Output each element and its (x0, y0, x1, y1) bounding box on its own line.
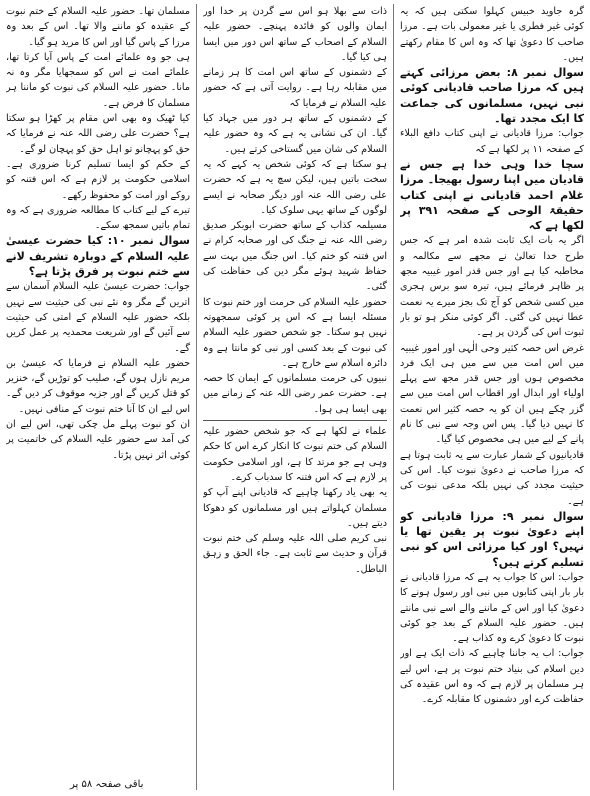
answer-paragraph: جواب: مرزا قادیانی نے اپنی کتاب دافع البلاء کے صفحہ ۱۱ پر لکھا ہے کہ (400, 128, 584, 155)
paragraph: کیا ٹھیک وہ بھی اس مقام پر کھڑا ہو سکتا ہے؟ حضرت علی رضی اللہ عنہ نے فرمایا کہ حق کو پہچانو تو اہل حق کو پہچان لو گے۔ (6, 113, 190, 155)
paragraph: ان کو نبوت پہلے مل چکی تھی، اس لیے ان کی آمد سے حضور علیہ السلام کی خاتمیت پر کوئی اثر نہیں پڑتا۔ (6, 419, 190, 461)
paragraph: اگر یہ بات ایک ثابت شدہ امر ہے کہ جس طرح خدا تعالیٰ نے مجھے سے مکالمہ و مخاطبہ کیا ہے اور جس قدر امور غیبیہ مجھ پر ظاہر فرمائے ہیں، تیرہ سو برس ہجری میں کسی شخص کو آج تک بجز میرے یہ نعمت عطا نہیں کی گئی۔ اگر کوئی منکر ہو تو بار ثبوت اس کی گردن پر ہے۔ (400, 235, 584, 339)
continuation-note: باقی صفحہ ۵۸ پر (70, 779, 144, 790)
paragraph: علماء نے لکھا ہے کہ جو شخص حضور علیہ السلام کی ختم نبوت کا انکار کرے اس کا حکم وہی ہے جو مرتد کا ہے، اور اسلامی حکومت پر لازم ہے کہ اس فتنہ کا سدباب کرے۔ (203, 426, 387, 483)
paragraph: غرض اس حصہ کثیر وحی الٰہی اور امور غیبیہ میں اس امت میں سے میں ہی ایک فرد مخصوص ہوں اور جس قدر مجھ سے پہلے اولیاء اور ابدال اور اقطاب اس امت میں سے گزر چکے ہیں ان کو یہ حصہ کثیر اس نعمت کا نہیں دیا گیا۔ پس اس وجہ سے نبی کا نام پانے کے لیے میں ہی مخصوص کیا گیا۔ (400, 342, 584, 446)
paragraph: تیرے کے لیے کتاب کا مطالعہ ضروری ہے کہ وہ تمام باتیں سمجھ سکے۔ (6, 204, 190, 232)
paragraph: نبیوں کی حرمت مسلمانوں کے ایمان کا حصہ ہے۔ حضرت عمر رضی اللہ عنہ کے زمانے میں بھی ایسا ہی ہوا۔ (203, 373, 387, 415)
paragraph: گرہ جاوید خبیس کہلوا سکتی ہیں کہ یہ کوئی غیر فطری یا غیر معمولی بات ہے۔ مرزا صاحب کا دعویٰ تھا کہ وہ اس کا مقام رکھتے ہیں۔ (400, 6, 584, 63)
paragraph: کے دشمنوں کے ساتھ اس امت کا ہر زمانے میں مقابلہ رہا ہے۔ روایت آتی ہے کہ حضور علیہ السلام نے فرمایا کہ (203, 67, 387, 109)
column-divider (393, 4, 394, 790)
question-heading: سوال نمبر ۱۰: کیا حضرت عیسیٰ علیہ السلام کے دوبارہ تشریف لانے سے ختم نبوت پر فرق پڑتا ہے؟ (6, 234, 190, 279)
paragraph: ہی جو وہ علمائے امت کے پاس آیا کرتا تھا، علمائے امت نے اس کو سمجھایا مگر وہ نہ مانا۔ حضور علیہ السلام کی نبوت کو ماننا ہر مسلمان کا فرض ہے۔ (6, 51, 190, 109)
paragraph: ذات سے بھلا ہو اس سے گردن پر خدا اور ایمان والوں کو فائدہ پہنچے۔ حضور علیہ السلام کے اصحاب کے ساتھ اس دور میں ایسا ہی کیا گیا۔ (203, 6, 387, 63)
section-rule (203, 420, 387, 421)
column-right (400, 4, 584, 790)
paragraph: قادیانیوں کے شمار عبارت سے یہ ثابت ہوتا ہے کہ مرزا صاحب نے دعویٰ نبوت کیا۔ اس کی حیثیت مجدد کی نہیں بلکہ مدعی نبوت کی ہے۔ (400, 449, 584, 507)
quote-paragraph: سچا خدا وہی خدا ہے جس نے قادیان میں اپنا رسول بھیجا۔ مرزا غلام احمد قادیانی نے اپنی کتاب حقیقۃ الوحی کے صفحہ ۳۹۱ پر لکھا ہے کہ (400, 157, 584, 233)
paragraph: حضور علیہ السلام نے فرمایا کہ عیسیٰ بن مریم نازل ہوں گے، صلیب کو توڑیں گے، خنزیر کو قتل کریں گے اور جزیہ موقوف کر دیں گے۔ اس لیے ان کا آنا ختم نبوت کے منافی نہیں۔ (6, 357, 190, 415)
answer-paragraph: جواب: اس کا جواب یہ ہے کہ مرزا قادیانی نے بار بار اپنی کتابوں میں نبی اور رسول ہونے کا دعویٰ کیا اور اس کے ماننے والے اسے نبی مانتے ہیں۔ حضور علیہ السلام کے بعد جو کوئی نبوت کا دعویٰ کرے وہ کذاب ہے۔ (400, 571, 584, 645)
answer-paragraph: جواب: اب یہ جاننا چاہیے کہ ذات ایک ہے اور دین اسلام کی بنیاد ختم نبوت پر ہے، اس لیے ہر مسلمان پر لازم ہے کہ وہ اس عقیدہ کی حفاظت کرے اور دشمنوں کا مقابلہ کرے۔ (400, 648, 584, 706)
paragraph: یہ بھی یاد رکھنا چاہیے کہ قادیانی اپنے آپ کو مسلمان کہلواتے ہیں اور مسلمانوں کو دھوکا دیتے ہیں۔ (203, 487, 387, 529)
paragraph: ہو سکتا ہے کہ کوئی شخص یہ کہے کہ یہ سخت باتیں ہیں، لیکن سچ یہ ہے کہ حضرت علی رضی اللہ عنہ اور دیگر صحابہ نے ایسے لوگوں کے ساتھ یہی سلوک کیا۔ (203, 158, 387, 216)
paragraph: نبی کریم صلی اللہ علیہ وسلم کی ختم نبوت قرآن و حدیث سے ثابت ہے۔ جاء الحق و زہق الباطل۔ (203, 533, 387, 575)
column-left (6, 4, 190, 790)
answer-paragraph: جواب: حضرت عیسیٰ علیہ السلام آسمان سے اتریں گے مگر وہ نئے نبی کی حیثیت سے نہیں بلکہ حضور علیہ السلام کے امتی کی حیثیت سے آئیں گے اور شریعت محمدیہ پر عمل کریں گے۔ (6, 281, 190, 354)
question-heading: سوال نمبر ۹: مرزا قادیانی کو اپنے دعویٰ نبوت پر یقین تھا یا نہیں؟ اور کیا مرزائی اس کو نبی تسلیم کرتے ہیں؟ (400, 509, 584, 569)
column-middle (203, 4, 387, 790)
column-divider (196, 4, 197, 790)
question-heading: سوال نمبر ۸: بعض مرزائی کہتے ہیں کہ مرزا صاحب قادیانی کوئی نبی نہیں، مسلمانوں کی جماعت کا ایک مجدد تھا۔ (400, 66, 584, 126)
paragraph: مسلمان تھا۔ حضور علیہ السلام کے ختم نبوت کے عقیدہ کو ماننے والا تھا۔ اس کے بعد وہ مرزا کے پاس گیا اور اس کا مرید ہو گیا۔ (6, 6, 190, 48)
paragraph: کے دشمنوں کے ساتھ ہر دور میں جہاد کیا گیا۔ ان کی نشانی یہ ہے کہ وہ حضور علیہ السلام کی شان میں گستاخی کرتے ہیں۔ (203, 113, 387, 155)
paragraph: کے حکم کو ایسا تسلیم کرنا ضروری ہے۔ اسلامی حکومت پر لازم ہے کہ اس فتنہ کو روکے اور امت کو محفوظ رکھے۔ (6, 158, 190, 201)
paragraph: حضور علیہ السلام کی حرمت اور ختم نبوت کا مسئلہ ایسا ہے کہ اس پر کوئی سمجھوتہ نہیں ہو سکتا۔ جو شخص حضور علیہ السلام کی نبوت کے بعد کسی اور نبی کو مانتا ہے وہ دائرہ اسلام سے خارج ہے۔ (203, 296, 387, 369)
paragraph: مسیلمہ کذاب کے ساتھ حضرت ابوبکر صدیق رضی اللہ عنہ نے جنگ کی اور صحابہ کرام نے اس فتنہ کو ختم کیا۔ اس جنگ میں بہت سے حفاظ شہید ہوئے مگر دین کی حفاظت کی گئی۔ (203, 220, 387, 293)
